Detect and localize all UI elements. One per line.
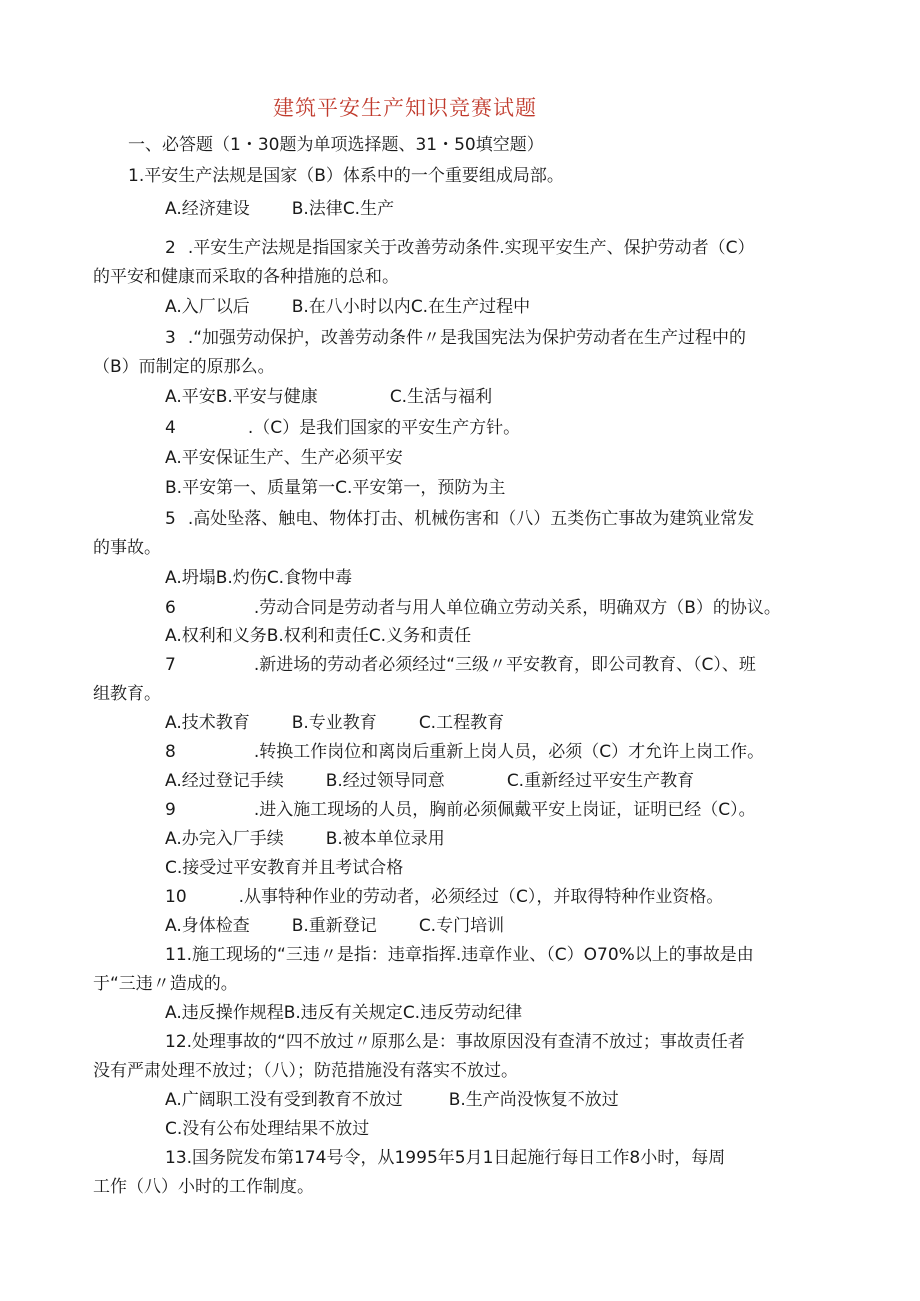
question-stem-continuation: 的平安和健康而采取的各种措施的总和。 <box>93 267 399 287</box>
question-stem-line: .（C）是我们国家的平安生产方针。 <box>247 418 521 438</box>
options-row <box>165 1089 619 1111</box>
question-stem-line: .平安生产法规是国家（B）体系中的一个重要组成局部。 <box>138 166 564 186</box>
question-stem-continuation: 的事故。 <box>93 538 161 558</box>
option-b: B.重新登记 <box>291 916 377 936</box>
question-number: 12 <box>165 1032 187 1052</box>
option-c: C.平安第一，预防为主 <box>335 478 506 498</box>
option-c: C.生产 <box>342 199 395 219</box>
question-stem-continuation: 组教育。 <box>93 684 161 704</box>
options-row <box>165 712 504 734</box>
option-a: A.经济建设 <box>165 199 250 219</box>
option-a: A.违反操作规程 <box>165 1003 284 1023</box>
option-a: A.平安 <box>165 387 216 407</box>
options-row <box>165 1002 522 1024</box>
question-5 <box>165 508 754 530</box>
option-b: B.被本单位录用 <box>325 829 445 849</box>
options-row <box>165 625 471 647</box>
question-number: 7 <box>165 655 176 675</box>
question-stem-line: .进入施工现场的人员，胸前必须佩戴平安上岗证，证明已经（C）。 <box>253 800 756 820</box>
question-stem-line: .从事特种作业的劳动者，必须经过（C），并取得特种作业资格。 <box>238 887 724 907</box>
options-row <box>165 477 505 499</box>
option-a: A.入厂以后 <box>165 297 250 317</box>
option-a: A.经过登记手续 <box>165 771 284 791</box>
question-stem-line: .劳动合同是劳动者与用人单位确立劳动关系，明确双方（B）的协议。 <box>253 598 781 618</box>
options-row <box>165 915 504 937</box>
question-number: 2 <box>165 238 176 258</box>
question-number: 11 <box>165 945 187 965</box>
question-number: 13 <box>165 1148 187 1168</box>
option-b: B.法律 <box>291 199 343 219</box>
option-a: A.平安保证生产、生产必须平安 <box>165 448 403 468</box>
option-a: A.身体检查 <box>165 916 250 936</box>
question-stem-line: .施工现场的“三违〃是指：违章指挥.违章作业、（C）O70%以上的事故是由 <box>186 945 754 965</box>
options-row <box>165 567 352 589</box>
question-stem-continuation: 于“三违〃造成的。 <box>93 974 238 994</box>
option-c: C.专门培训 <box>418 916 505 936</box>
question-number: 1 <box>128 166 139 186</box>
question-13 <box>165 1147 725 1169</box>
options-row <box>165 198 394 220</box>
option-c: C.违反劳动纪律 <box>402 1003 523 1023</box>
option-c: C.义务和责任 <box>368 626 472 646</box>
question-stem-continuation: 工作（八）小时的工作制度。 <box>93 1177 314 1197</box>
question-3 <box>165 327 746 349</box>
question-stem-line: .转换工作岗位和离岗后重新上岗人员，必须（C）才允许上岗工作。 <box>253 742 765 762</box>
question-1 <box>128 165 564 187</box>
option-a: A.坍塌 <box>165 568 216 588</box>
question-stem-line: .处理事故的“四不放过〃原那么是：事故原因没有查清不放过；事故责任者 <box>186 1032 745 1052</box>
question-number: 3 <box>165 328 176 348</box>
question-number: 4 <box>165 418 176 438</box>
question-12 <box>165 1031 745 1053</box>
question-stem-line: .新进场的劳动者必须经过“三级〃平安教育，即公司教育、（C）、班 <box>253 655 756 675</box>
options-row <box>165 828 445 850</box>
question-stem-line: .“加强劳动保护，改善劳动条件〃是我国宪法为保护劳动者在生产过程中的 <box>187 328 747 348</box>
option-c: C.接受过平安教育并且考试合格 <box>165 858 404 878</box>
question-9 <box>165 799 756 821</box>
question-6 <box>165 597 781 619</box>
option-b: B.权利和责任 <box>266 626 369 646</box>
option-b: B.违反有关规定 <box>283 1003 403 1023</box>
option-b: B.平安第一、质量第一 <box>165 478 336 498</box>
question-number: 8 <box>165 742 176 762</box>
question-stem-line: .平安生产法规是指国家关于改善劳动条件.实现平安生产、保护劳动者（C） <box>187 238 755 258</box>
option-c: C.没有公布处理结果不放过 <box>165 1119 370 1139</box>
option-c: C.在生产过程中 <box>410 297 531 317</box>
option-c: C.生活与福利 <box>389 387 493 407</box>
question-11 <box>165 944 754 966</box>
option-b: B.灼伤 <box>215 568 267 588</box>
question-stem-continuation: 没有严肃处理不放过；（八）；防范措施没有落实不放过。 <box>93 1061 518 1081</box>
options-row <box>165 296 530 318</box>
section-heading: 一、必答题（1・30题为单项选择题、31・50填空题） <box>128 135 544 155</box>
document-title: 建筑平安生产知识竞赛试题 <box>273 96 537 120</box>
question-number: 9 <box>165 800 176 820</box>
option-b: B.经过领导同意 <box>325 771 445 791</box>
option-b: B.生产尚没恢复不放过 <box>448 1090 619 1110</box>
question-7 <box>165 654 756 676</box>
option-b: B.专业教育 <box>291 713 377 733</box>
question-number: 5 <box>165 509 176 529</box>
question-8 <box>165 741 764 763</box>
question-number: 6 <box>165 598 176 618</box>
question-stem-line: .国务院发布第174号令，从1995年5月1日起施行每日工作8小时，每周 <box>186 1148 726 1168</box>
option-a: A.广阔职工没有受到教育不放过 <box>165 1090 403 1110</box>
option-b: B.平安与健康 <box>215 387 318 407</box>
options-row <box>165 386 492 408</box>
question-2 <box>165 237 755 259</box>
question-number: 10 <box>165 887 187 907</box>
option-c: C.食物中毒 <box>266 568 353 588</box>
option-a: A.办完入厂手续 <box>165 829 284 849</box>
option-a: A.权利和义务 <box>165 626 267 646</box>
option-a: A.技术教育 <box>165 713 250 733</box>
question-10 <box>165 886 723 908</box>
question-4 <box>165 417 520 439</box>
option-c: C.重新经过平安生产教育 <box>506 771 695 791</box>
option-b: B.在八小时以内 <box>291 297 411 317</box>
option-c: C.工程教育 <box>418 713 505 733</box>
question-stem-continuation: （B）而制定的原那么。 <box>93 357 275 377</box>
options-row <box>165 770 694 792</box>
question-stem-line: .高处坠落、触电、物体打击、机械伤害和（八）五类伤亡事故为建筑业常发 <box>187 509 755 529</box>
